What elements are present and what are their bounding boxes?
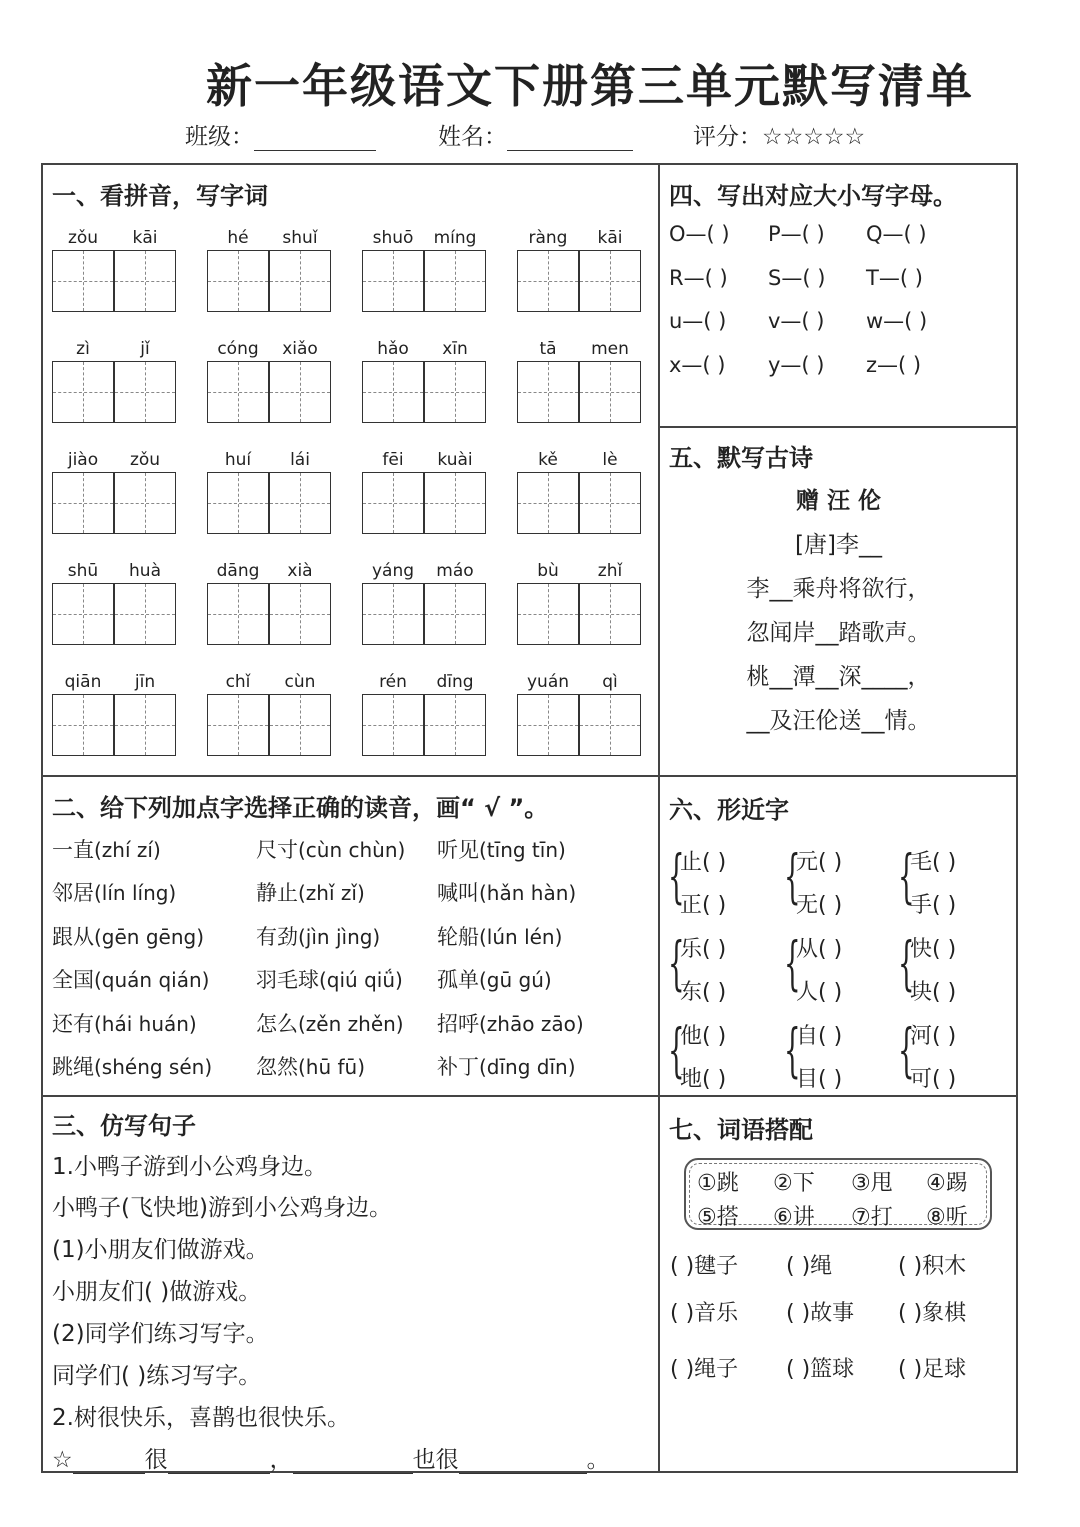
pinyin-label: xiǎo <box>282 339 318 359</box>
word-option: ⑤搭 <box>697 1205 739 1230</box>
writing-grid-cell[interactable] <box>207 361 269 423</box>
writing-grid-cell[interactable] <box>207 250 269 312</box>
similar-char-item[interactable] <box>910 975 956 1006</box>
word-option: ⑧听 <box>926 1205 968 1230</box>
pinyin-label: fēi <box>382 450 404 470</box>
text: 。 <box>586 1447 610 1473</box>
similar-char-item[interactable] <box>796 1062 842 1093</box>
pinyin-label: zǒu <box>67 228 99 248</box>
answer-blank[interactable]: ( ) <box>932 937 957 962</box>
pinyin-label: cóng <box>217 339 259 359</box>
pinyin-label: kāi <box>132 228 158 248</box>
letter-pair[interactable]: S—( ) <box>768 266 826 290</box>
match-item[interactable]: ( )象棋 <box>898 1301 967 1326</box>
answer-blank[interactable]: ( ) <box>932 1024 957 1049</box>
pinyin-label: shū <box>67 561 99 581</box>
similar-char-item[interactable] <box>910 888 956 919</box>
writing-grid-cell[interactable] <box>424 361 486 423</box>
reading-options[interactable]: (dīng dīn) <box>479 1055 576 1079</box>
sentence-line: 1.小鸭子游到小公鸡身边。 <box>52 1154 327 1180</box>
section4-title: 四、写出对应大小写字母。 <box>669 182 957 210</box>
pinyin-label: shuō <box>372 228 414 248</box>
word: 一直 <box>52 838 94 862</box>
similar-char-item[interactable] <box>680 975 726 1006</box>
match-item[interactable]: ( )积木 <box>898 1254 967 1279</box>
poem-author[interactable]: [唐]李__ <box>795 532 882 558</box>
pronunciation-item[interactable] <box>437 964 552 994</box>
brace-icon: { <box>668 1016 685 1084</box>
character: 地 <box>680 1067 703 1092</box>
section5-title: 五、默写古诗 <box>669 444 813 472</box>
pinyin-label: hǎo <box>377 339 409 359</box>
word: 怎么 <box>256 1012 298 1036</box>
reading-options[interactable]: (qiú qiǘ) <box>319 968 403 992</box>
reading-options[interactable]: (gū gú) <box>479 968 552 992</box>
star-icon: ☆ <box>52 1447 73 1473</box>
writing-grid-cell[interactable] <box>269 250 331 312</box>
pronunciation-item[interactable] <box>437 834 566 864</box>
reading-options[interactable]: (tīng tīn) <box>479 838 566 862</box>
similar-char-item[interactable] <box>796 845 842 876</box>
match-item[interactable]: ( )故事 <box>786 1301 855 1326</box>
pronunciation-item[interactable] <box>256 1051 365 1081</box>
section1-title: 一、看拼音，写字词 <box>52 182 268 210</box>
score-field <box>693 118 865 151</box>
pinyin-label: máo <box>436 561 474 581</box>
word: 尺寸 <box>256 838 298 862</box>
answer-blank[interactable]: ( ) <box>818 937 843 962</box>
pinyin-label: ràng <box>528 228 568 248</box>
writing-grid-cell[interactable] <box>362 583 424 645</box>
name-field[interactable] <box>438 118 633 151</box>
answer-blank[interactable]: ( ) <box>702 850 727 875</box>
sentence-line[interactable]: 小朋友们( )做游戏。 <box>52 1279 262 1305</box>
sentence-line: 小鸭子(飞快地)游到小公鸡身边。 <box>52 1195 392 1221</box>
pronunciation-item[interactable] <box>256 921 380 951</box>
pinyin-label: lái <box>290 450 310 470</box>
word: 招呼 <box>437 1012 479 1036</box>
letter-pair[interactable]: v—( ) <box>768 309 825 333</box>
character: 乐 <box>680 937 703 962</box>
divider-2-3 <box>41 1095 658 1097</box>
divider-5-6 <box>658 775 1018 777</box>
pronunciation-item[interactable] <box>437 877 576 907</box>
writing-grid-cell[interactable] <box>52 583 114 645</box>
pronunciation-item[interactable] <box>52 964 209 994</box>
pinyin-label: huà <box>129 561 161 581</box>
pronunciation-item[interactable] <box>52 1008 197 1038</box>
poem-line[interactable]: 桃__潭__深____， <box>746 664 931 690</box>
word: 还有 <box>52 1012 94 1036</box>
pinyin-label: míng <box>433 228 477 248</box>
match-item[interactable]: ( )绳 <box>786 1254 833 1279</box>
letter-pair[interactable]: y—( ) <box>768 353 825 377</box>
pinyin-label: cùn <box>284 672 316 692</box>
page-title: 新一年级语文下册第三单元默写清单 <box>206 59 974 113</box>
pinyin-label: shuǐ <box>282 228 318 248</box>
writing-grid-cell[interactable] <box>207 472 269 534</box>
divider-6-7 <box>658 1095 1018 1097</box>
pinyin-label: kāi <box>597 228 623 248</box>
answer-blank[interactable]: ( ) <box>818 1024 843 1049</box>
similar-char-item[interactable] <box>910 932 956 963</box>
reading-options[interactable]: (quán qián) <box>94 968 210 992</box>
writing-grid-cell[interactable] <box>362 250 424 312</box>
pinyin-label: hé <box>227 228 249 248</box>
writing-grid-cell[interactable] <box>424 472 486 534</box>
match-item[interactable]: ( )足球 <box>898 1357 967 1382</box>
character: 块 <box>910 980 933 1005</box>
character: 止 <box>680 850 703 875</box>
pinyin-label: qì <box>602 672 618 692</box>
similar-char-item[interactable] <box>796 888 842 919</box>
character: 目 <box>796 1067 819 1092</box>
word: 孤单 <box>437 968 479 992</box>
blank[interactable] <box>459 1449 587 1474</box>
pinyin-label: yáng <box>371 561 415 581</box>
similar-char-item[interactable] <box>680 1062 726 1093</box>
sentence-line: 2.树很快乐，喜鹊也很快乐。 <box>52 1405 350 1431</box>
character: 快 <box>910 937 933 962</box>
class-blank[interactable] <box>254 126 376 151</box>
similar-char-item[interactable] <box>910 1019 956 1050</box>
match-item[interactable]: ( )绳子 <box>670 1357 739 1382</box>
pronunciation-item[interactable] <box>52 877 176 907</box>
similar-char-item[interactable] <box>680 845 726 876</box>
similar-char-item[interactable] <box>680 932 726 963</box>
character: 可 <box>910 1067 933 1092</box>
similar-char-item[interactable] <box>680 1019 726 1050</box>
writing-grid-cell[interactable] <box>362 694 424 756</box>
writing-grid-cell[interactable] <box>269 583 331 645</box>
blank[interactable] <box>293 1449 413 1474</box>
writing-grid-cell[interactable] <box>52 472 114 534</box>
pinyin-label: yuán <box>526 672 570 692</box>
sentence-line: (1)小朋友们做游戏。 <box>52 1237 269 1263</box>
reading-options[interactable]: (hū fū) <box>298 1055 366 1079</box>
word: 羽毛球 <box>256 968 319 992</box>
reading-options[interactable]: (hǎn hàn) <box>479 881 577 905</box>
word: 听见 <box>437 838 479 862</box>
letter-pair[interactable]: R—( ) <box>669 266 728 290</box>
brace-icon: { <box>784 842 801 910</box>
writing-grid-cell[interactable] <box>424 250 486 312</box>
similar-char-item[interactable] <box>910 1062 956 1093</box>
brace-icon: { <box>668 929 685 997</box>
divider-1-2 <box>41 775 658 777</box>
writing-grid-cell[interactable] <box>114 361 176 423</box>
match-item[interactable]: ( )音乐 <box>670 1301 739 1326</box>
writing-grid-cell[interactable] <box>517 583 579 645</box>
pinyin-label: chǐ <box>225 672 251 692</box>
reading-options[interactable]: (zhí zí) <box>94 838 161 862</box>
letter-pair[interactable]: Q—( ) <box>866 222 927 246</box>
letter-pair[interactable]: O—( ) <box>669 222 730 246</box>
info-line <box>0 118 1080 154</box>
word: 补丁 <box>437 1055 479 1079</box>
answer-blank[interactable]: ( ) <box>932 893 957 918</box>
pinyin-label: qiān <box>64 672 102 692</box>
writing-grid-cell[interactable] <box>579 250 641 312</box>
brace-icon: { <box>898 1016 915 1084</box>
section6-title: 六、形近字 <box>669 796 789 824</box>
word: 邻居 <box>52 881 94 905</box>
answer-blank[interactable]: ( ) <box>702 937 727 962</box>
pinyin-label: lè <box>602 450 618 470</box>
pronunciation-item[interactable] <box>437 921 562 951</box>
similar-char-item[interactable] <box>910 845 956 876</box>
reading-options[interactable]: (cùn chùn) <box>298 838 406 862</box>
character: 人 <box>796 980 819 1005</box>
pronunciation-item[interactable] <box>256 1008 404 1038</box>
class-field[interactable] <box>185 118 376 151</box>
writing-grid-cell[interactable] <box>579 583 641 645</box>
reading-options[interactable]: (lín líng) <box>94 881 177 905</box>
pronunciation-item[interactable] <box>52 921 204 951</box>
answer-blank[interactable]: ( ) <box>932 1067 957 1092</box>
character: 毛 <box>910 850 933 875</box>
character: 自 <box>796 1024 819 1049</box>
brace-icon: { <box>784 1016 801 1084</box>
pinyin-label: xīn <box>442 339 468 359</box>
letter-pair[interactable]: T—( ) <box>866 266 923 290</box>
writing-grid-cell[interactable] <box>269 361 331 423</box>
word-option: ④踢 <box>926 1171 968 1196</box>
writing-grid-cell[interactable] <box>362 472 424 534</box>
writing-grid-cell[interactable] <box>517 250 579 312</box>
character: 河 <box>910 1024 933 1049</box>
name-label: 姓名： <box>438 124 507 150</box>
similar-char-item[interactable] <box>680 888 726 919</box>
writing-grid-cell[interactable] <box>517 361 579 423</box>
brace-icon: { <box>898 929 915 997</box>
blank[interactable] <box>168 1449 270 1474</box>
word: 跳绳 <box>52 1055 94 1079</box>
writing-grid-cell[interactable] <box>517 694 579 756</box>
poem-line[interactable]: 忽闻岸__踏歌声。 <box>746 620 931 646</box>
word: 静止 <box>256 881 298 905</box>
answer-blank[interactable]: ( ) <box>702 980 727 1005</box>
sentence-line[interactable]: 同学们( )练习写字。 <box>52 1363 262 1389</box>
word: 跟从 <box>52 925 94 949</box>
class-label: 班级： <box>185 124 254 150</box>
reading-options[interactable]: (zhǐ zǐ) <box>298 881 365 905</box>
letter-pair[interactable]: u—( ) <box>669 309 727 333</box>
imitation-sentence[interactable] <box>52 1441 610 1474</box>
character: 他 <box>680 1024 703 1049</box>
pronunciation-item[interactable] <box>256 834 405 864</box>
reading-options[interactable]: (shéng sén) <box>94 1055 213 1079</box>
pinyin-label: zì <box>76 339 90 359</box>
writing-grid-cell[interactable] <box>517 472 579 534</box>
pronunciation-item[interactable] <box>52 834 161 864</box>
character: 手 <box>910 893 933 918</box>
character: 正 <box>680 893 703 918</box>
pronunciation-item[interactable] <box>256 964 403 994</box>
letter-pair[interactable]: w—( ) <box>866 309 928 333</box>
writing-grid-cell[interactable] <box>269 472 331 534</box>
poem-line[interactable]: __及汪伦送__情。 <box>746 708 931 734</box>
pinyin-label: zhǐ <box>597 561 623 581</box>
brace-icon: { <box>668 842 685 910</box>
answer-blank[interactable]: ( ) <box>818 850 843 875</box>
writing-grid-cell[interactable] <box>52 250 114 312</box>
similar-char-item[interactable] <box>796 932 842 963</box>
writing-grid-cell[interactable] <box>114 583 176 645</box>
pinyin-label: men <box>591 339 629 359</box>
answer-blank[interactable]: ( ) <box>818 893 843 918</box>
word-option: ⑦打 <box>851 1205 893 1230</box>
match-item[interactable]: ( )毽子 <box>670 1254 739 1279</box>
word-option: ②下 <box>773 1171 815 1196</box>
reading-options[interactable]: (jìn jìng) <box>298 925 381 949</box>
answer-blank[interactable]: ( ) <box>932 850 957 875</box>
writing-grid-cell[interactable] <box>114 694 176 756</box>
word: 有劲 <box>256 925 298 949</box>
word: 喊叫 <box>437 881 479 905</box>
pronunciation-item[interactable] <box>52 1051 212 1081</box>
reading-options[interactable]: (hái huán) <box>94 1012 197 1036</box>
section7-title: 七、词语搭配 <box>669 1116 813 1144</box>
name-blank[interactable] <box>507 126 633 151</box>
writing-grid-cell[interactable] <box>269 694 331 756</box>
pinyin-label: zǒu <box>129 450 161 470</box>
writing-grid-cell[interactable] <box>114 250 176 312</box>
writing-grid-cell[interactable] <box>579 694 641 756</box>
pinyin-label: bù <box>537 561 559 581</box>
word-option: ⑥讲 <box>773 1205 815 1230</box>
reading-options[interactable]: (lún lén) <box>479 925 563 949</box>
section3-title: 三、仿写句子 <box>52 1112 196 1140</box>
writing-grid-cell[interactable] <box>52 694 114 756</box>
reading-options[interactable]: (gēn gēng) <box>94 925 205 949</box>
writing-grid-cell[interactable] <box>424 583 486 645</box>
writing-grid-cell[interactable] <box>579 361 641 423</box>
similar-char-item[interactable] <box>796 1019 842 1050</box>
reading-options[interactable]: (zhāo zāo) <box>479 1012 584 1036</box>
writing-grid-cell[interactable] <box>207 694 269 756</box>
pronunciation-item[interactable] <box>256 877 365 907</box>
word: 全国 <box>52 968 94 992</box>
pinyin-label: jīn <box>134 672 156 692</box>
character: 东 <box>680 980 703 1005</box>
section2-title: 二、给下列加点字选择正确的读音，画“ √ ”。 <box>52 794 549 822</box>
match-item[interactable]: ( )篮球 <box>786 1357 855 1382</box>
writing-grid-cell[interactable] <box>424 694 486 756</box>
pinyin-label: kuài <box>437 450 473 470</box>
word-option: ③甩 <box>851 1171 893 1196</box>
writing-grid-cell[interactable] <box>52 361 114 423</box>
pronunciation-item[interactable] <box>437 1008 584 1038</box>
score-label: 评分： <box>693 124 762 150</box>
pinyin-label: jǐ <box>140 339 150 359</box>
word: 忽然 <box>256 1055 298 1079</box>
pinyin-label: kě <box>538 450 558 470</box>
writing-grid-cell[interactable] <box>114 472 176 534</box>
answer-blank[interactable]: ( ) <box>818 1067 843 1092</box>
pinyin-label: huí <box>224 450 252 470</box>
answer-blank[interactable]: ( ) <box>932 980 957 1005</box>
poem-title: 赠 汪 伦 <box>795 488 881 514</box>
letter-pair[interactable]: P—( ) <box>768 222 825 246</box>
letter-pair[interactable]: z—( ) <box>866 353 922 377</box>
pinyin-label: xià <box>287 561 313 581</box>
text: 也很 <box>412 1447 459 1473</box>
reading-options[interactable]: (zěn zhěn) <box>298 1012 404 1036</box>
pinyin-label: rén <box>379 672 407 692</box>
writing-grid-cell[interactable] <box>579 472 641 534</box>
score-stars: ☆☆☆☆☆ <box>762 124 866 150</box>
pinyin-label: tā <box>539 339 557 359</box>
pinyin-label: jiào <box>67 450 99 470</box>
answer-blank[interactable]: ( ) <box>702 1067 727 1092</box>
word-option: ①跳 <box>697 1171 739 1196</box>
text: 很 <box>144 1447 168 1473</box>
answer-blank[interactable]: ( ) <box>702 893 727 918</box>
pronunciation-item[interactable] <box>437 1051 576 1081</box>
answer-blank[interactable]: ( ) <box>818 980 843 1005</box>
brace-icon: { <box>784 929 801 997</box>
brace-icon: { <box>898 842 915 910</box>
poem-line[interactable]: 李__乘舟将欲行， <box>746 576 931 602</box>
answer-blank[interactable]: ( ) <box>702 1024 727 1049</box>
writing-grid-cell[interactable] <box>207 583 269 645</box>
letter-pair[interactable]: x—( ) <box>669 353 726 377</box>
character: 元 <box>796 850 819 875</box>
sentence-line: (2)同学们练习写字。 <box>52 1321 269 1347</box>
pinyin-label: dāng <box>216 561 260 581</box>
character: 无 <box>796 893 819 918</box>
word: 轮船 <box>437 925 479 949</box>
blank[interactable] <box>73 1449 145 1474</box>
writing-grid-cell[interactable] <box>362 361 424 423</box>
divider-4-5 <box>658 426 1018 428</box>
pinyin-label: dīng <box>436 672 474 692</box>
similar-char-item[interactable] <box>796 975 842 1006</box>
text: ， <box>269 1447 293 1473</box>
column-divider <box>658 163 660 1473</box>
character: 从 <box>796 937 819 962</box>
